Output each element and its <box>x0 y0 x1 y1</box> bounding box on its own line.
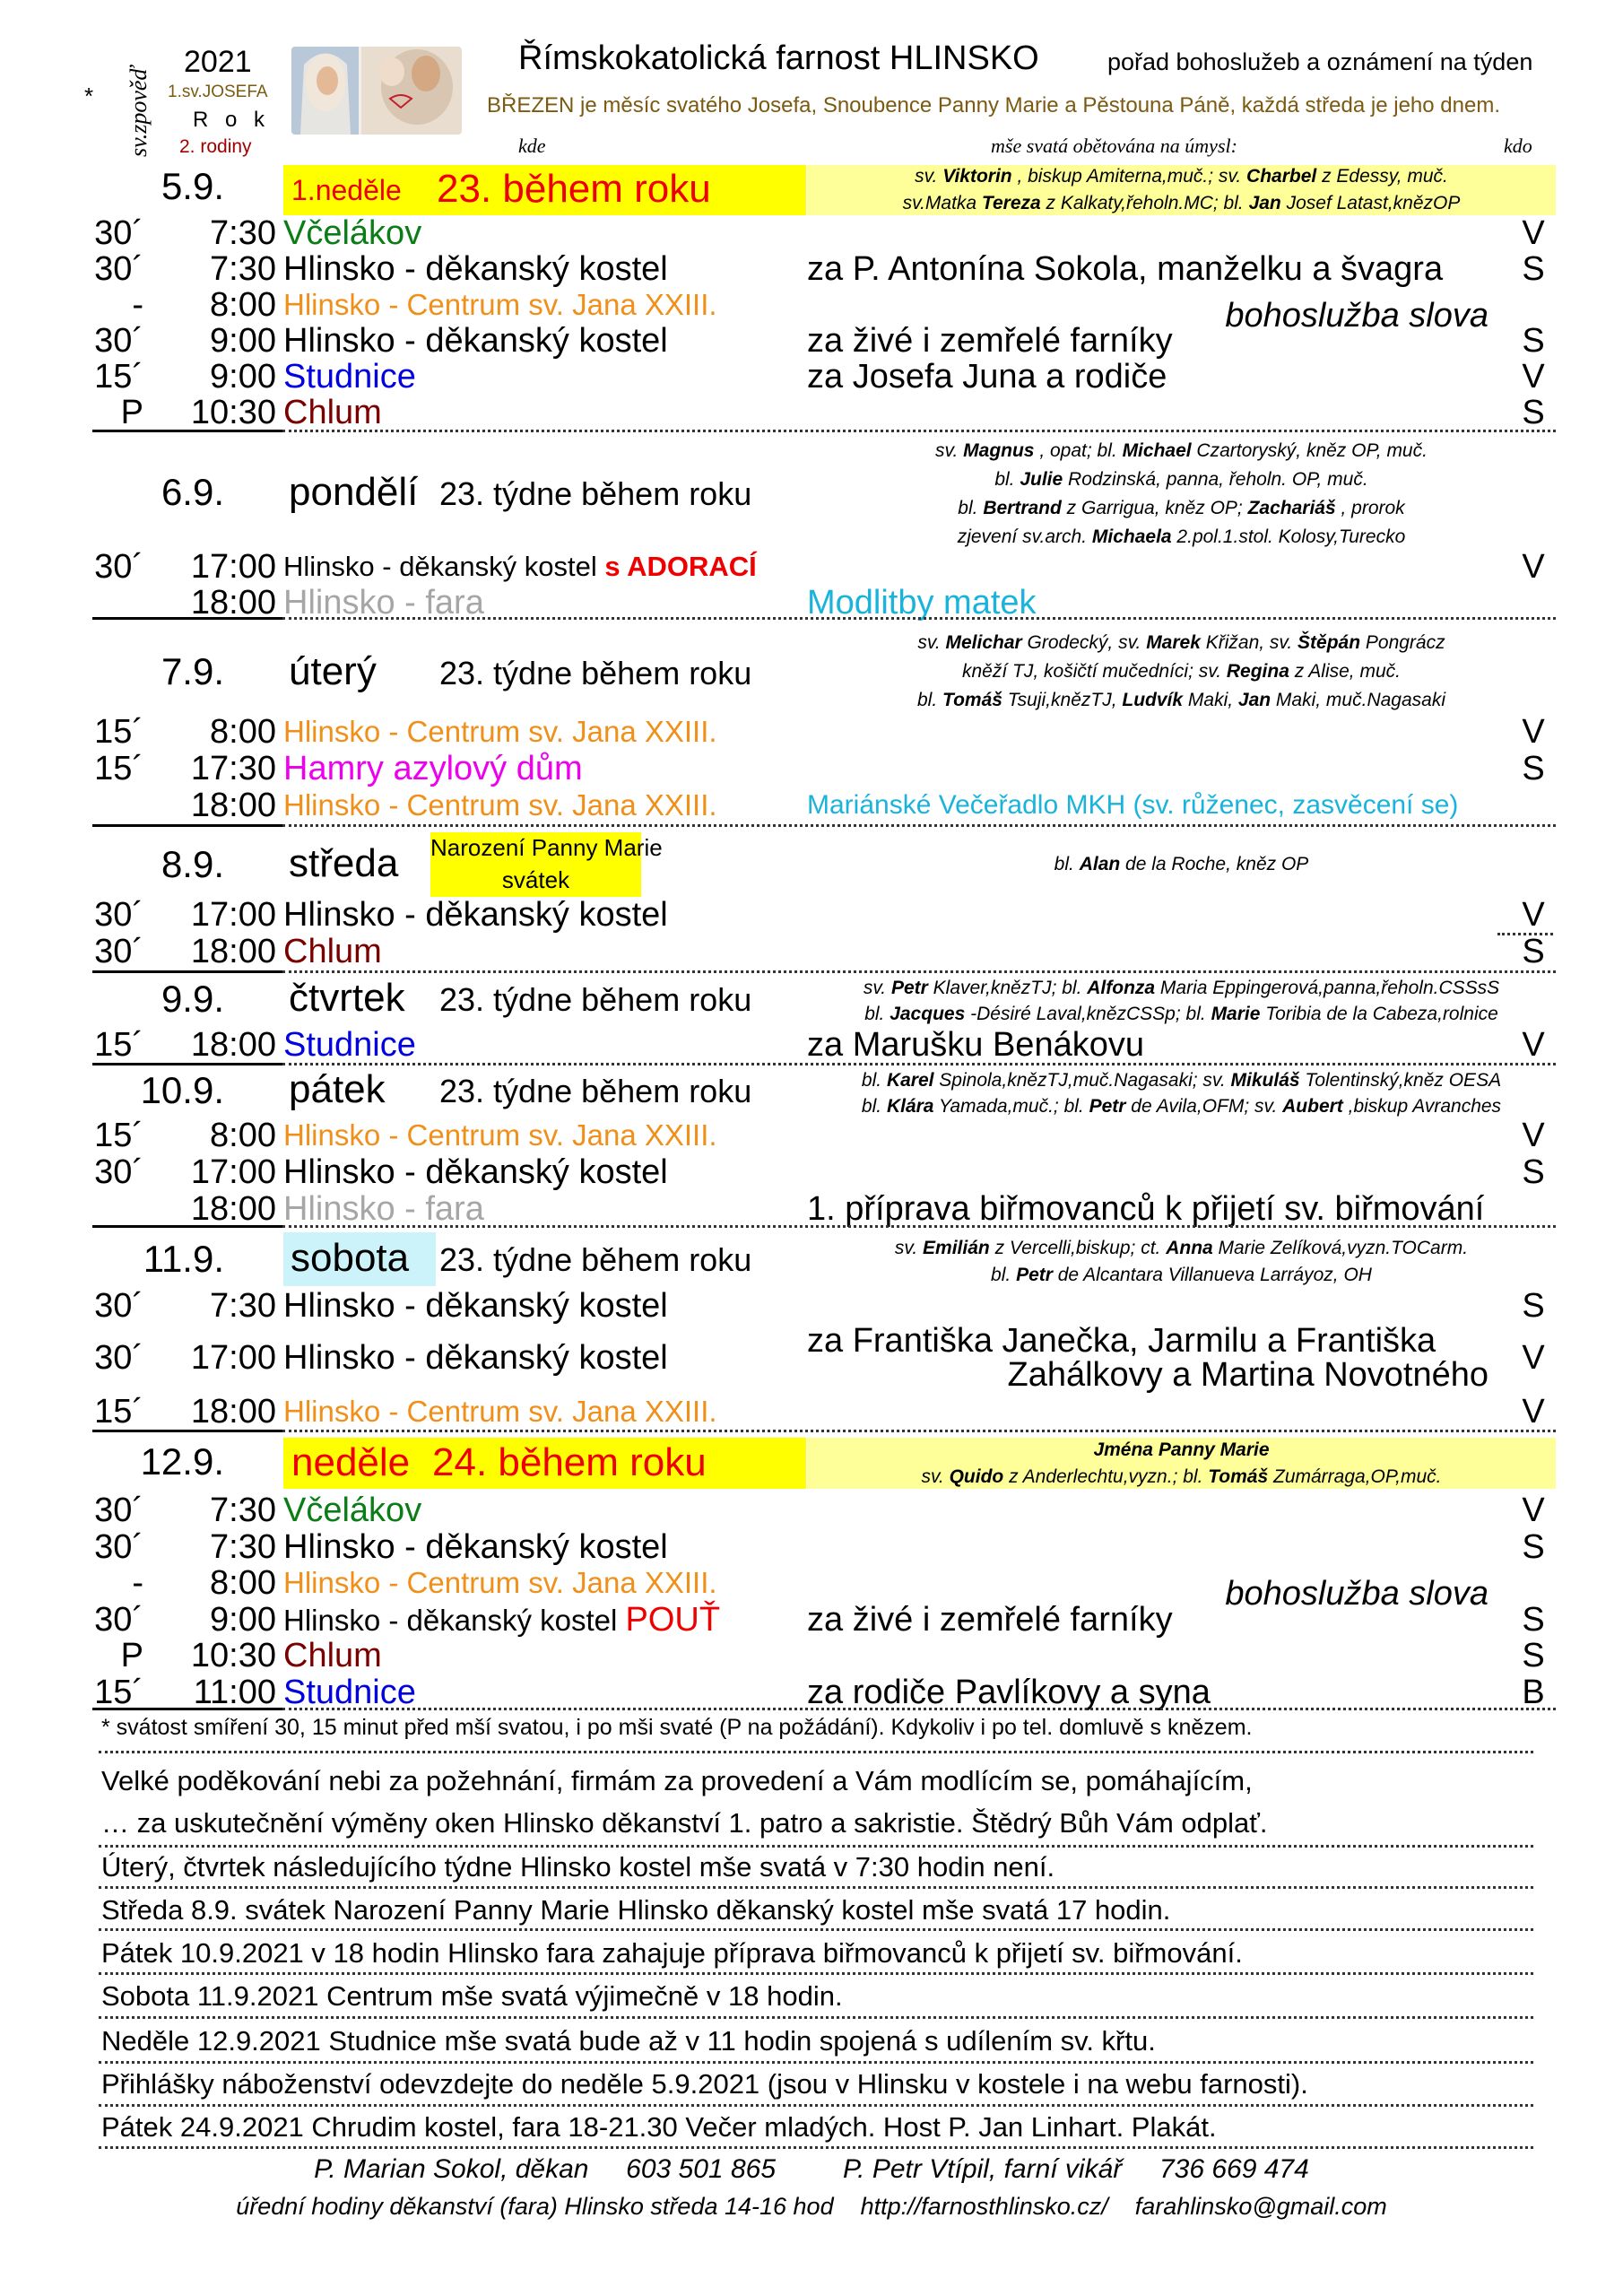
mass-place: Včelákov <box>283 1492 422 1529</box>
mass-place: Hlinsko - děkanský kostel <box>283 250 668 288</box>
mass-place: Hlinsko - děkanský kostel <box>283 1287 668 1325</box>
day-separator <box>92 970 282 973</box>
day-date: 5.9. <box>161 165 224 207</box>
mass-row <box>90 1564 1569 1613</box>
mass-intention: bohoslužba slova <box>1225 297 1488 335</box>
mass-intention: za rodiče Pavlíkovy a syna <box>807 1673 1211 1711</box>
confession-minutes: 30´ <box>94 1600 143 1639</box>
mass-place: Chlum <box>283 1637 382 1674</box>
confession-minutes: 30´ <box>94 322 143 360</box>
office-hours: úřední hodiny děkanství (fara) Hlinsko středa 14-16 hod <box>236 2193 834 2220</box>
month-dedication-note: BŘEZEN je měsíc svatého Josefa, Snoubence Panny Marie a Pěstouna Páně, každá středa je jeho dnem. <box>487 93 1500 117</box>
announcement-separator <box>99 2016 1533 2019</box>
confession-note: * svátost smíření 30, 15 minut před mší svatou, i po mši svaté (P na požádání). Kdykoliv i po tel. domluvě s knězem. <box>101 1715 1253 1740</box>
saints-line: sv. Melichar Grodecký, sv. Marek Křižan, sv. Štěpán Pongrácz <box>917 632 1445 653</box>
mass-place-name: Hlinsko - děkanský kostel <box>283 551 597 582</box>
mass-time: 18:00 <box>190 1393 276 1431</box>
day-separator <box>282 1708 1556 1710</box>
mass-place: Hamry azylový dům <box>283 750 583 787</box>
confession-side-label: sv.zpověď <box>126 65 152 157</box>
confession-minutes: 15´ <box>94 750 143 787</box>
mass-place-note: POUŤ <box>625 1600 721 1639</box>
celebrant-initial: S <box>1522 1600 1545 1639</box>
celebrant-initial: V <box>1522 896 1545 934</box>
confession-minutes: 30´ <box>94 214 143 252</box>
day-name: středa <box>289 841 399 885</box>
confession-minutes: 15´ <box>94 713 143 751</box>
mass-time: 11:00 <box>193 1673 276 1711</box>
statue-image-icon <box>291 47 462 135</box>
day-name: 24. během roku <box>432 1440 707 1484</box>
celebrant-initial: S <box>1522 250 1545 288</box>
day-separator <box>92 617 282 620</box>
announcement: Středa 8.9. svátek Narození Panny Marie Hlinsko děkanský kostel mše svatá 17 hodin. <box>101 1894 1171 1926</box>
celebrant-initial: V <box>1522 713 1545 751</box>
saints-line: kněží TJ, košičtí mučedníci; sv. Regina z Alise, muč. <box>962 661 1401 682</box>
mass-place: Hlinsko - Centrum sv. Jana XXIII. <box>283 1118 717 1152</box>
mass-intention: za živé i zemřelé farníky <box>807 322 1173 360</box>
confession-minutes: 30´ <box>94 1287 143 1325</box>
mass-row <box>90 585 1569 621</box>
mass-place: Hlinsko - Centrum sv. Jana XXIII. <box>283 1395 717 1428</box>
mass-row <box>90 359 1569 395</box>
mass-place: Hlinsko - děkanský kostel <box>283 1153 668 1191</box>
mass-place: Studnice <box>283 358 416 396</box>
mass-place: Hlinsko - děkanský kostel <box>283 1527 668 1566</box>
celebrant-initial: S <box>1522 933 1545 970</box>
day-separator <box>282 1225 1556 1228</box>
announcement-thanks-line2: … za uskutečnění výměny oken Hlinsko děkanství 1. patro a sakristie. Štědrý Bůh Vám odplať. <box>101 1807 1268 1839</box>
holy-family-picture <box>291 47 462 135</box>
announcement-separator <box>99 1886 1533 1889</box>
mass-time: 17:00 <box>190 896 276 934</box>
mass-row <box>90 1674 1569 1710</box>
mass-row <box>90 323 1569 359</box>
confession-minutes: 15´ <box>94 1673 143 1711</box>
saints-line: sv. Petr Klaver,knězTJ; bl. Alfonza Maria Eppingerová,panna,řeholn.CSSsS <box>863 978 1500 998</box>
day-date: 10.9. <box>140 1069 224 1111</box>
mass-place: Studnice <box>283 1673 416 1711</box>
celebrant-initial: V <box>1522 548 1545 586</box>
mass-intention: za Marušku Benákovu <box>807 1026 1144 1064</box>
mass-time: 7:30 <box>210 214 276 252</box>
day-separator <box>282 1430 1556 1432</box>
mass-intention: bohoslužba slova <box>1225 1575 1488 1613</box>
mass-row <box>90 1602 1569 1638</box>
mass-time: 18:00 <box>190 787 276 824</box>
phone-vicar[interactable]: 736 669 474 <box>1159 2154 1309 2184</box>
mass-place: Chlum <box>283 394 382 431</box>
mass-time: 7:30 <box>210 250 276 288</box>
day-separator <box>92 1063 282 1065</box>
mass-place: Včelákov <box>283 214 422 252</box>
confession-minutes: 30´ <box>94 1339 143 1377</box>
mass-time: 17:00 <box>190 548 276 586</box>
day-separator <box>92 1225 282 1228</box>
year: 2021 <box>184 45 252 79</box>
week-label: 23. týdne během roku <box>439 475 752 512</box>
mass-intention: za Františka Janečka, Jarmilu a Františka <box>807 1322 1436 1360</box>
mass-place: Hlinsko - děkanský kostel <box>283 322 668 360</box>
celebrant-initial: V <box>1522 1393 1545 1431</box>
feast-name: Jména Panny Marie <box>1093 1439 1270 1460</box>
contacts <box>90 2154 1533 2185</box>
day-separator <box>282 617 1556 620</box>
year-line-rodiny: 2. rodiny <box>179 136 252 157</box>
saints-line: bl. Tomáš Tsuji,knězTJ, Ludvík Maki, Jan Maki, muč.Nagasaki <box>917 690 1445 710</box>
celebrant-initial: V <box>1522 1492 1545 1529</box>
saints-line: sv. Magnus , opat; bl. Michael Czartoryský, kněz OP, muč. <box>935 440 1428 461</box>
saints-line: bl. Klára Yamada,muč.; bl. Petr de Avila,OFM; sv. Aubert ,biskup Avranches <box>861 1096 1502 1117</box>
website-link[interactable]: http://farnosthlinsko.cz/ <box>860 2193 1108 2220</box>
celebrant-initial: B <box>1522 1673 1545 1711</box>
saints-line: sv.Matka Tereza z Kalkaty,řeholn.MC; bl. Jan Josef Latast,knězOP <box>902 193 1461 213</box>
announcement: Přihlášky náboženství odevzdejte do neděle 5.9.2021 (jsou v Hlinsku v kostele i na webu farnosti). <box>101 2068 1308 2100</box>
mass-place: Hlinsko - fara <box>283 584 484 622</box>
day-date: 8.9. <box>161 843 224 885</box>
mass-time: 10:30 <box>190 1637 276 1674</box>
mass-place: Hlinsko - děkanský kostel <box>283 1339 668 1377</box>
mass-place <box>283 1602 720 1639</box>
saints-line: bl. Jacques -Désiré Laval,knězCSSp; bl. Marie Toribia de la Cabeza,rolnice <box>864 1004 1498 1024</box>
saints-line: bl. Alan de la Roche, kněz OP <box>1054 854 1309 874</box>
saints-line: sv. Quido z Anderlechtu,vyzn.; bl. Tomáš Zumárraga,OP,muč. <box>921 1466 1442 1487</box>
confession-minutes: 15´ <box>94 358 143 396</box>
confession-minutes: 30´ <box>94 1527 143 1566</box>
mass-time: 7:30 <box>210 1287 276 1325</box>
confession-asterisk: * <box>84 83 94 109</box>
mass-time: 8:00 <box>210 286 276 324</box>
mass-row <box>90 1529 1569 1565</box>
day-name: úterý <box>289 649 377 693</box>
celebrant-initial: S <box>1522 1153 1545 1191</box>
mass-time: 7:30 <box>210 1527 276 1566</box>
day-date: 7.9. <box>161 650 224 692</box>
confession-minutes: 30´ <box>94 896 143 934</box>
saints-line: bl. Julie Rodzinská, panna, řeholn. OP, muč. <box>994 469 1368 490</box>
mass-intention: Mariánské Večeřadlo MKH (sv. růženec, zasvěcení se) <box>807 790 1459 820</box>
day-separator <box>282 430 1556 432</box>
celebrant-initial: V <box>1522 358 1545 396</box>
celebrant-initial: S <box>1522 750 1545 787</box>
announcement-separator <box>99 2146 1533 2149</box>
mass-intention: za Josefa Juna a rodiče <box>807 358 1167 396</box>
mass-time: 17:00 <box>190 1339 276 1377</box>
celebrant-initial: S <box>1522 322 1545 360</box>
priest-vicar: P. Petr Vtípil, farní vikář <box>843 2154 1123 2184</box>
announcement-separator <box>99 1928 1533 1931</box>
confession-minutes: 30´ <box>94 1492 143 1529</box>
mass-time: 8:00 <box>210 1564 276 1602</box>
mass-place-note: s ADORACÍ <box>604 551 757 582</box>
year-line-josef: 1.sv.JOSEFA <box>168 83 268 101</box>
day-name: sobota <box>291 1236 410 1280</box>
day-name: čtvrtek <box>289 976 405 1020</box>
day-date: 11.9. <box>143 1238 224 1280</box>
year-line-rok: R o k <box>193 108 271 132</box>
day-date: 9.9. <box>161 978 224 1020</box>
mass-row <box>90 395 1569 430</box>
day-name-prefix: neděle <box>291 1440 411 1484</box>
mass-time: 7:30 <box>210 1492 276 1529</box>
week-label: 23. týdne během roku <box>439 1241 752 1278</box>
mass-time: 18:00 <box>190 1026 276 1064</box>
phone-dean[interactable]: 603 501 865 <box>626 2154 777 2184</box>
announcement-separator <box>99 1972 1533 1975</box>
who-separator <box>1497 933 1553 935</box>
mass-place: Hlinsko - fara <box>283 1190 484 1228</box>
office-info <box>90 2193 1533 2221</box>
announcement: Pátek 24.9.2021 Chrudim kostel, fara 18-21.30 Večer mladých. Host P. Jan Linhart. Plakát. <box>101 2111 1217 2143</box>
announcement: Úterý, čtvrtek následujícího týdne Hlinsko kostel mše svatá v 7:30 hodin není. <box>101 1851 1055 1883</box>
mass-row <box>90 1191 1569 1227</box>
mass-row <box>90 787 1569 823</box>
celebrant-initial: V <box>1522 1339 1545 1377</box>
celebrant-initial: S <box>1522 394 1545 431</box>
mass-intention: za P. Antonína Sokola, manželku a švagra <box>807 250 1444 288</box>
confession-minutes: 15´ <box>94 1117 143 1154</box>
confession-minutes: 15´ <box>94 1393 143 1431</box>
confession-minutes: P <box>120 1637 143 1674</box>
day-date: 6.9. <box>161 471 224 513</box>
mass-intention: Modlitby matek <box>807 584 1037 622</box>
announcement: Neděle 12.9.2021 Studnice mše svatá bude až v 11 hodin spojená s udílením sv. křtu. <box>101 2025 1156 2057</box>
confession-minutes: - <box>132 1564 143 1602</box>
feast-rank: svátek <box>501 866 570 893</box>
priest-dean: P. Marian Sokol, děkan <box>314 2154 589 2184</box>
day-separator <box>92 1708 282 1710</box>
email-link[interactable]: farahlinsko@gmail.com <box>1134 2193 1387 2220</box>
celebrant-initial: S <box>1522 1637 1545 1674</box>
feast-title: Narození Panny Marie <box>430 834 663 861</box>
week-label: 23. týdne během roku <box>439 655 752 691</box>
week-label: 23. týdne během roku <box>439 981 752 1018</box>
mass-intention-continued: Zahálkovy a Martina Novotného <box>1007 1356 1488 1394</box>
column-header-intention: mše svatá obětována na úmysl: <box>991 135 1237 157</box>
confession-minutes: 30´ <box>94 250 143 288</box>
mass-place: Studnice <box>283 1026 416 1064</box>
mass-row <box>90 1118 1569 1153</box>
announcement-separator <box>99 2061 1533 2064</box>
mass-time: 18:00 <box>190 933 276 970</box>
mass-time: 17:30 <box>190 750 276 787</box>
mass-row <box>90 1492 1569 1528</box>
mass-place: Hlinsko - Centrum sv. Jana XXIII. <box>283 1566 717 1599</box>
mass-time: 9:00 <box>210 1600 276 1639</box>
mass-row <box>90 215 1569 251</box>
mass-row <box>90 1288 1569 1324</box>
mass-place: Hlinsko - děkanský kostel <box>283 896 668 934</box>
parish-title: Římskokatolická farnost HLINSKO <box>518 39 1039 77</box>
column-header-where: kde <box>518 135 546 157</box>
mass-time: 9:00 <box>210 322 276 360</box>
celebrant-initial: V <box>1522 1026 1545 1064</box>
mass-row <box>90 897 1569 933</box>
saints-line: bl. Karel Spinola,knězTJ,muč.Nagasaki; sv. Mikuláš Tolentinský,kněz OESA <box>861 1070 1502 1091</box>
mass-place: Hlinsko - Centrum sv. Jana XXIII. <box>283 788 717 822</box>
day-separator <box>92 824 282 827</box>
mass-place-name: Hlinsko - děkanský kostel <box>283 1603 618 1637</box>
saints-line: sv. Emilián z Vercelli,biskup; ct. Anna Marie Zelíková,vyzn.TOCarm. <box>894 1238 1469 1258</box>
mass-intention: za živé i zemřelé farníky <box>807 1600 1173 1639</box>
day-separator <box>92 430 282 432</box>
saints-line: bl. Bertrand z Garrigua, kněz OP; Zachariáš , prorok <box>958 498 1405 518</box>
day-name: pondělí <box>289 470 419 514</box>
mass-row <box>90 1394 1569 1430</box>
announcement-separator <box>99 2104 1533 2107</box>
mass-time: 9:00 <box>210 358 276 396</box>
mass-row <box>90 1638 1569 1674</box>
mass-time: 8:00 <box>210 713 276 751</box>
announcement: Sobota 11.9.2021 Centrum mše svatá výjimečně v 18 hodin. <box>101 1980 843 2012</box>
column-header-who: kdo <box>1504 135 1532 157</box>
confession-minutes: 30´ <box>94 933 143 970</box>
day-separator <box>282 824 1556 827</box>
saints-line: sv. Viktorin , biskup Amiterna,muč.; sv. Charbel z Edessy, muč. <box>915 166 1448 187</box>
day-date: 12.9. <box>140 1440 224 1483</box>
celebrant-initial: V <box>1522 1117 1545 1154</box>
mass-row <box>90 251 1569 287</box>
mass-row <box>90 286 1569 335</box>
mass-time: 18:00 <box>190 584 276 622</box>
mass-place: Hlinsko - Centrum sv. Jana XXIII. <box>283 288 717 321</box>
celebrant-initial: S <box>1522 1527 1545 1566</box>
mass-row <box>90 934 1569 970</box>
mass-time: 17:00 <box>190 1153 276 1191</box>
mass-row <box>90 1154 1569 1190</box>
day-name: 23. během roku <box>437 167 711 211</box>
mass-place <box>283 549 757 585</box>
mass-intention: 1. příprava biřmovanců k přijetí sv. biřmování <box>807 1190 1485 1228</box>
mass-time: 10:30 <box>190 394 276 431</box>
celebrant-initial: S <box>1522 1287 1545 1325</box>
mass-place: Hlinsko - Centrum sv. Jana XXIII. <box>283 715 717 748</box>
confession-minutes: - <box>132 286 143 324</box>
mass-time: 18:00 <box>190 1190 276 1228</box>
schedule-subtitle: pořad bohoslužeb a oznámení na týden <box>1107 48 1533 75</box>
confession-minutes: 30´ <box>94 548 143 586</box>
mass-row <box>90 549 1569 585</box>
day-name-prefix: 1.neděle <box>291 174 402 206</box>
week-label: 23. týdne během roku <box>439 1073 752 1109</box>
confession-minutes: 30´ <box>94 1153 143 1191</box>
saints-line: bl. Petr de Alcantara Villanueva Larráyoz, OH <box>991 1265 1372 1285</box>
day-separator <box>92 1430 282 1432</box>
confession-minutes: 15´ <box>94 1026 143 1064</box>
announcement: Pátek 10.9.2021 v 18 hodin Hlinsko fara zahajuje příprava biřmovanců k přijetí sv. biřmování. <box>101 1937 1243 1969</box>
mass-row <box>90 751 1569 787</box>
day-name: pátek <box>289 1067 386 1111</box>
saints-line: zjevení sv.arch. Michaela 2.pol.1.stol. Kolosy,Turecko <box>957 526 1406 547</box>
celebrant-initial: V <box>1522 214 1545 252</box>
mass-row <box>90 714 1569 750</box>
mass-time: 8:00 <box>210 1117 276 1154</box>
mass-place: Chlum <box>283 933 382 970</box>
announcement-separator <box>99 1751 1533 1753</box>
mass-row <box>90 1027 1569 1063</box>
announcement-thanks-line1: Velké poděkování nebi za požehnání, firmám za provedení a Vám modlícím se, pomáhajícím, <box>101 1765 1253 1796</box>
confession-minutes: P <box>120 394 143 431</box>
announcement-separator <box>99 1845 1533 1848</box>
